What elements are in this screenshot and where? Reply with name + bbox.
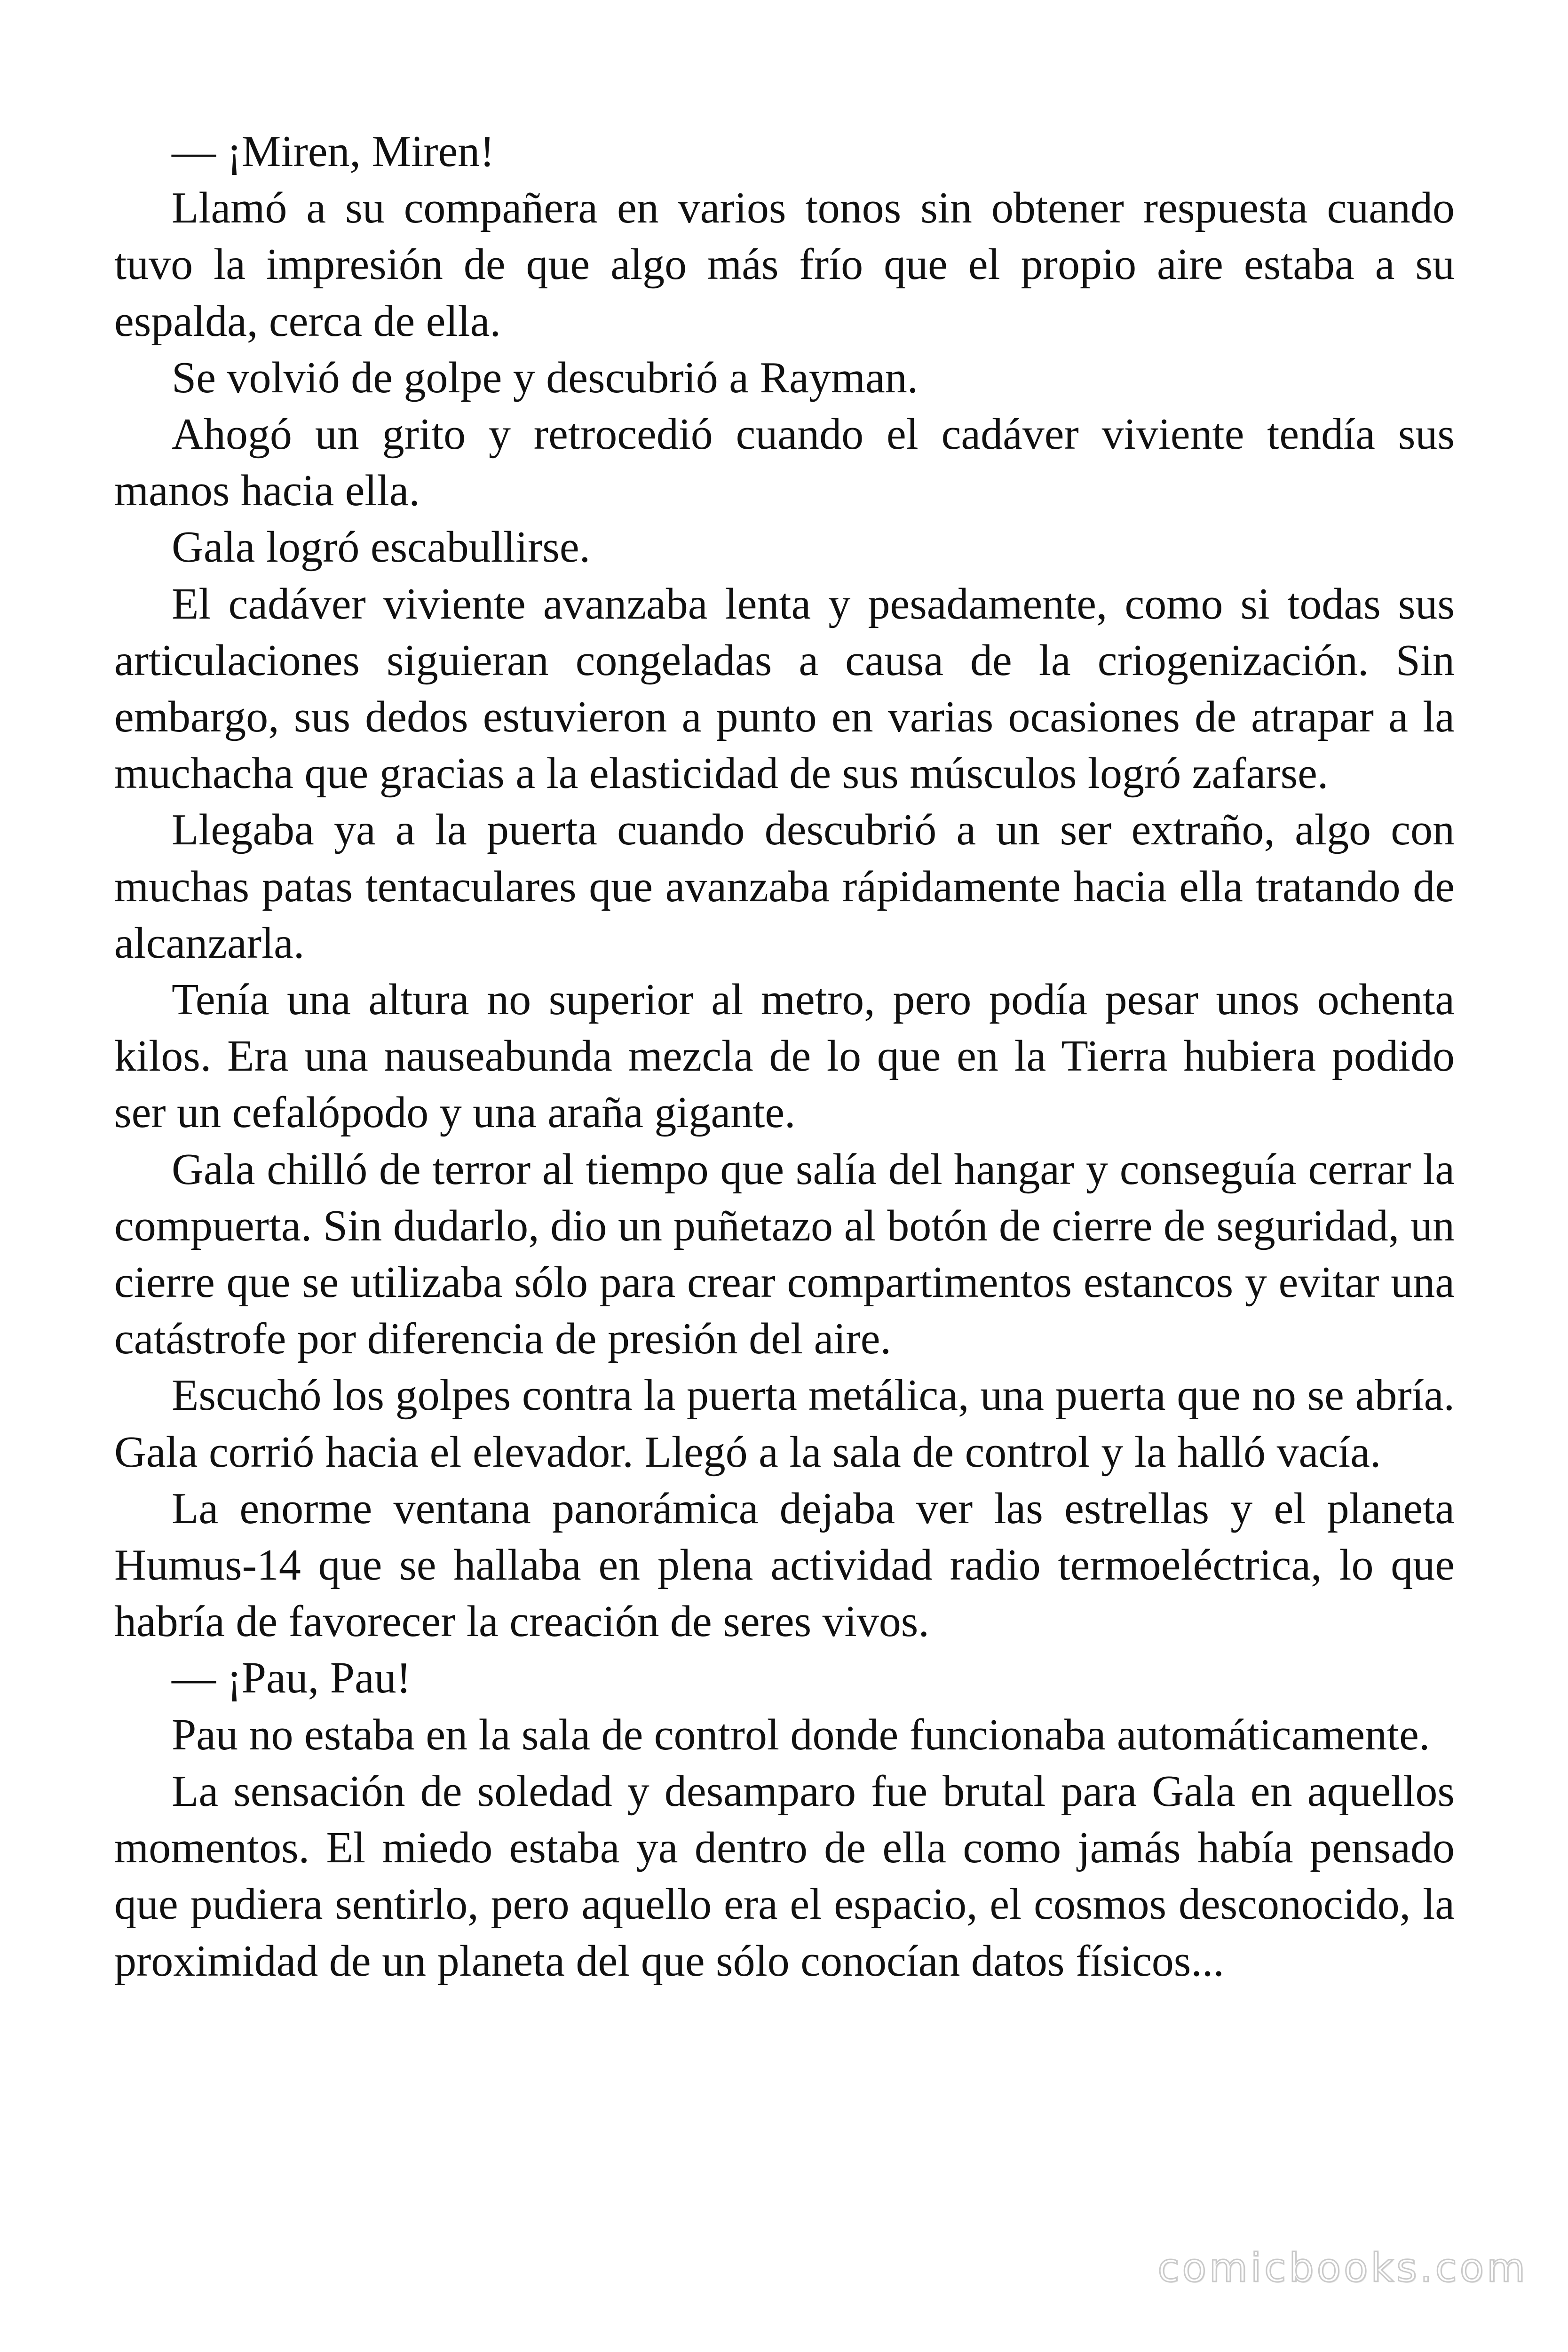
- paragraph: Gala logró escabullirse.: [172, 523, 591, 572]
- paragraph: Gala chilló de terror al tiempo que salía del hangar y conseguía cerrar la compuerta. Sin dudarlo, dio un puñetazo al botón de cierre de seguridad, un cierre que se utilizaba sólo para crear compartimentos estancos y evitar una catástrofe por diferencia de presión del aire.: [114, 1144, 1455, 1364]
- paragraph: El cadáver viviente avanzaba lenta y pesadamente, como si todas sus articulaciones siguieran congeladas a causa de la criogenización. Sin embargo, sus dedos estuvieron a punto en varias ocasiones de atrapar a la muchacha que gracias a la elasticidad de sus músculos logró zafarse.: [114, 579, 1455, 798]
- paragraph: Ahogó un grito y retrocedió cuando el cadáver viviente tendía sus manos hacia ella.: [114, 410, 1455, 516]
- paragraph: Escuchó los golpes contra la puerta metálica, una puerta que no se abría. Gala corrió hacia el elevador. Llegó a la sala de control y la halló vacía.: [114, 1371, 1455, 1477]
- watermark: comicbooks.com: [1157, 2245, 1528, 2291]
- paragraph: Llamó a su compañera en varios tonos sin obtener respuesta cuando tuvo la impresión de que algo más frío que el propio aire estaba a su espalda, cerca de ella.: [114, 183, 1455, 346]
- paragraph: La enorme ventana panorámica dejaba ver las estrellas y el planeta Humus-14 que se hallaba en plena actividad radio termoeléctrica, lo que habría de favorecer la creación de seres vivos.: [114, 1484, 1455, 1646]
- paragraph: La sensación de soledad y desamparo fue brutal para Gala en aquellos momentos. El miedo estaba ya dentro de ella como jamás había pensado que pudiera sentirlo, pero aquello era el espacio, el cosmos desconocido, la proximidad de un planeta del que sólo conocían datos físicos...: [114, 1766, 1455, 1986]
- paragraph: — ¡Pau, Pau!: [172, 1653, 412, 1703]
- paragraph: Tenía una altura no superior al metro, pero podía pesar unos ochenta kilos. Era una nauseabunda mezcla de lo que en la Tierra hubiera podido ser un cefalópodo y una araña gigante.: [114, 975, 1455, 1137]
- paragraph: Se volvió de golpe y descubrió a Rayman.: [172, 353, 919, 402]
- paragraph: Pau no estaba en la sala de control donde funcionaba automáticamente.: [172, 1710, 1430, 1759]
- paragraph: Llegaba ya a la puerta cuando descubrió a un ser extraño, algo con muchas patas tentaculares que avanzaba rápidamente hacia ella tratando de alcanzarla.: [114, 805, 1455, 968]
- paragraph: — ¡Miren, Miren!: [172, 127, 495, 176]
- body-text: [114, 123, 1455, 1989]
